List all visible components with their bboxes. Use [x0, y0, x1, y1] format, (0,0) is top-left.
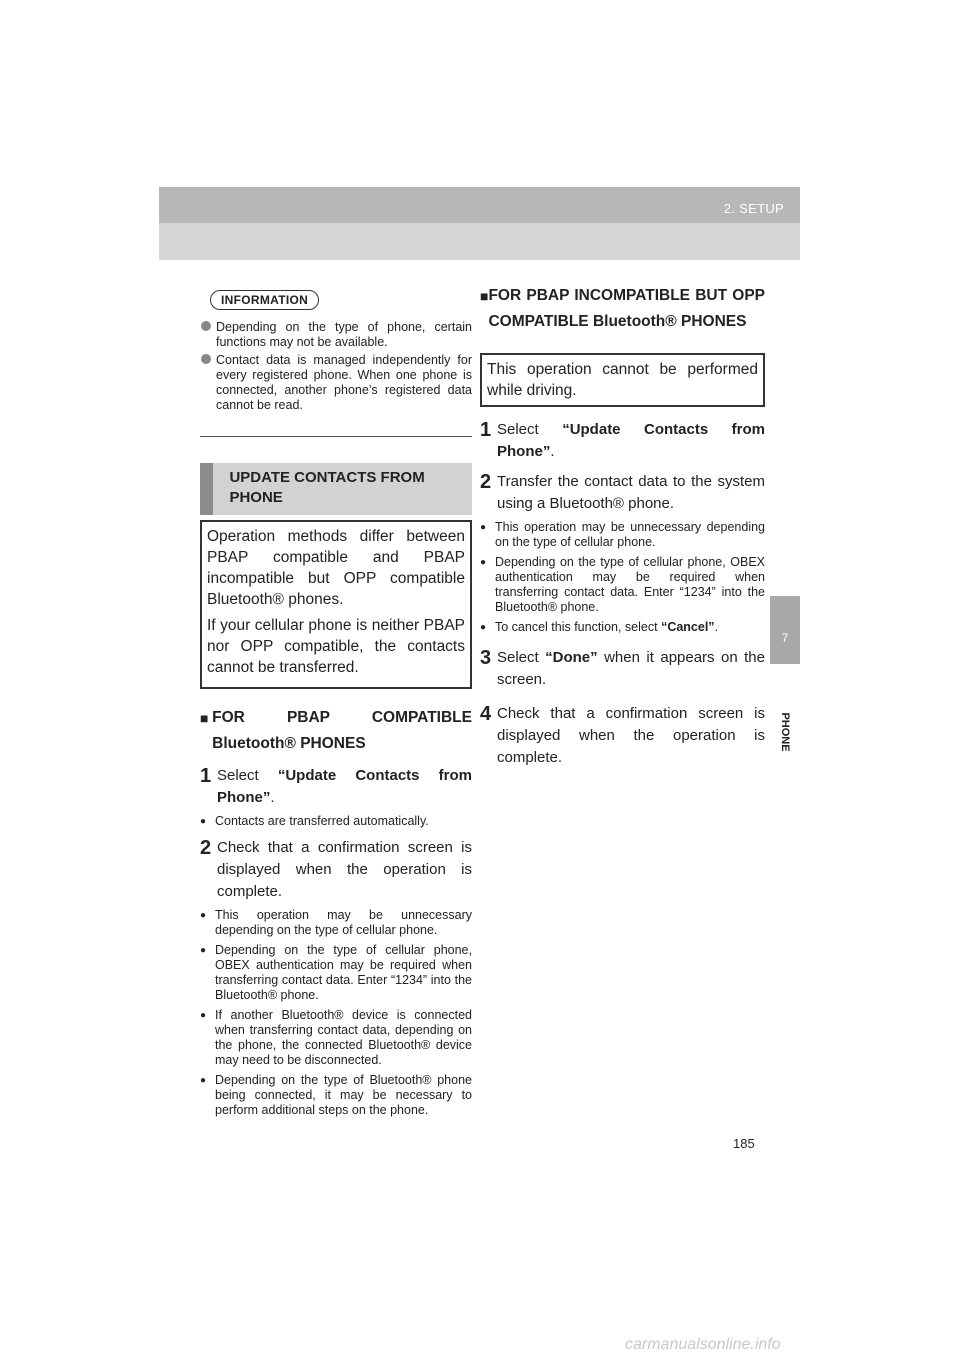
list-item: ● Contacts are transferred automatically. [200, 814, 429, 828]
bullet-icon: ● [480, 557, 487, 568]
notice-paragraph: Operation methods differ between PBAP compatible and PBAP incompatible but OPP compatible Bluetooth® phones. [207, 528, 465, 608]
list-item: Contact data is managed independently for every registered phone. When one phone is connected, another phone’s registered data cannot be read. [200, 353, 472, 413]
list-item: ● To cancel this function, select “Cancel”. [480, 620, 719, 634]
section-heading [200, 463, 472, 515]
bullet-icon: ● [480, 522, 487, 533]
section-title: 2. SETUP [723, 201, 784, 216]
step-1: 1 Select “Update Contacts from Phone”. [480, 419, 765, 463]
information-block [200, 290, 472, 437]
chapter-label-text: PHONE [779, 712, 791, 752]
square-icon: ■ [200, 710, 209, 726]
notice-paragraph: If your cellular phone is neither PBAP nor OPP compatible, the contacts cannot be transferred. [207, 617, 465, 676]
step-2: 2 Check that a confirmation screen is displayed when the operation is complete. [200, 837, 472, 903]
bullet-icon: ● [200, 1010, 207, 1021]
chapter-label [768, 702, 802, 762]
list-item: ● This operation may be unnecessary depending on the type of cellular phone. [480, 520, 765, 549]
bullet-icon: ● [200, 1075, 207, 1086]
notice-box [480, 353, 765, 407]
list-item: ● If another Bluetooth® device is connected when transferring contact data, depending on the phone, the connected Bluetooth® device may need to be disconnected. [200, 1008, 472, 1067]
step-3: 3 Select “Done” when it appears on the screen. [480, 647, 765, 691]
square-icon: ■ [480, 288, 489, 304]
bullet-icon: ● [200, 816, 207, 827]
right-column [480, 283, 765, 769]
list-item: ● Depending on the type of Bluetooth® phone being connected, it may be necessary to perform additional steps on the phone. [200, 1073, 472, 1117]
bullet-icon: ● [200, 910, 207, 921]
list-item: ● Depending on the type of cellular phone, OBEX authentication may be required when transferring contact data. Enter “1234” into the Bluetooth® phone. [200, 943, 472, 1002]
notice-box [200, 520, 472, 689]
step-number: 2 [480, 471, 492, 493]
list-item: ● Depending on the type of cellular phone, OBEX authentication may be required when transferring contact data. Enter “1234” into the Bluetooth® phone. [480, 555, 765, 614]
step-1: 1 Select “Update Contacts from Phone”. [200, 765, 472, 809]
step-number: 1 [200, 765, 212, 787]
chapter-number: 7 [781, 631, 789, 645]
left-column [200, 290, 472, 1118]
subheading-pbap: ■ FOR PBAP COMPATIBLE Bluetooth® PHONES [200, 705, 472, 757]
list-item: Depending on the type of phone, certain functions may not be available. [200, 320, 472, 350]
information-badge: INFORMATION [210, 290, 319, 310]
page-number: 185 [733, 1136, 755, 1151]
bullet-icon: ● [480, 622, 487, 633]
subheading-opp: ■ FOR PBAP INCOMPATIBLE BUT OPP COMPATIBLE Bluetooth® PHONES [480, 283, 765, 335]
list-item: ● This operation may be unnecessary depending on the type of cellular phone. [200, 908, 472, 937]
bullet-icon [201, 321, 211, 331]
header-bar [159, 187, 800, 223]
bullet-icon: ● [200, 945, 207, 956]
notice-paragraph: This operation cannot be performed while driving. [487, 361, 758, 399]
watermark: carmanualsonline.info [625, 1336, 781, 1353]
bullet-icon [201, 354, 211, 364]
header-subbar [159, 223, 800, 260]
step-number: 3 [480, 647, 492, 669]
section-heading-text: UPDATE CONTACTS FROM PHONE [229, 469, 425, 506]
step-2: 2 Transfer the contact data to the system using a Bluetooth® phone. [480, 471, 765, 515]
step-number: 2 [200, 837, 212, 859]
step-4: 4 Check that a confirmation screen is displayed when the operation is complete. [480, 703, 765, 769]
heading-accent-bar [200, 463, 213, 515]
step-number: 1 [480, 419, 492, 441]
step-number: 4 [480, 703, 492, 725]
chapter-tab [770, 596, 800, 664]
information-list [200, 320, 472, 413]
